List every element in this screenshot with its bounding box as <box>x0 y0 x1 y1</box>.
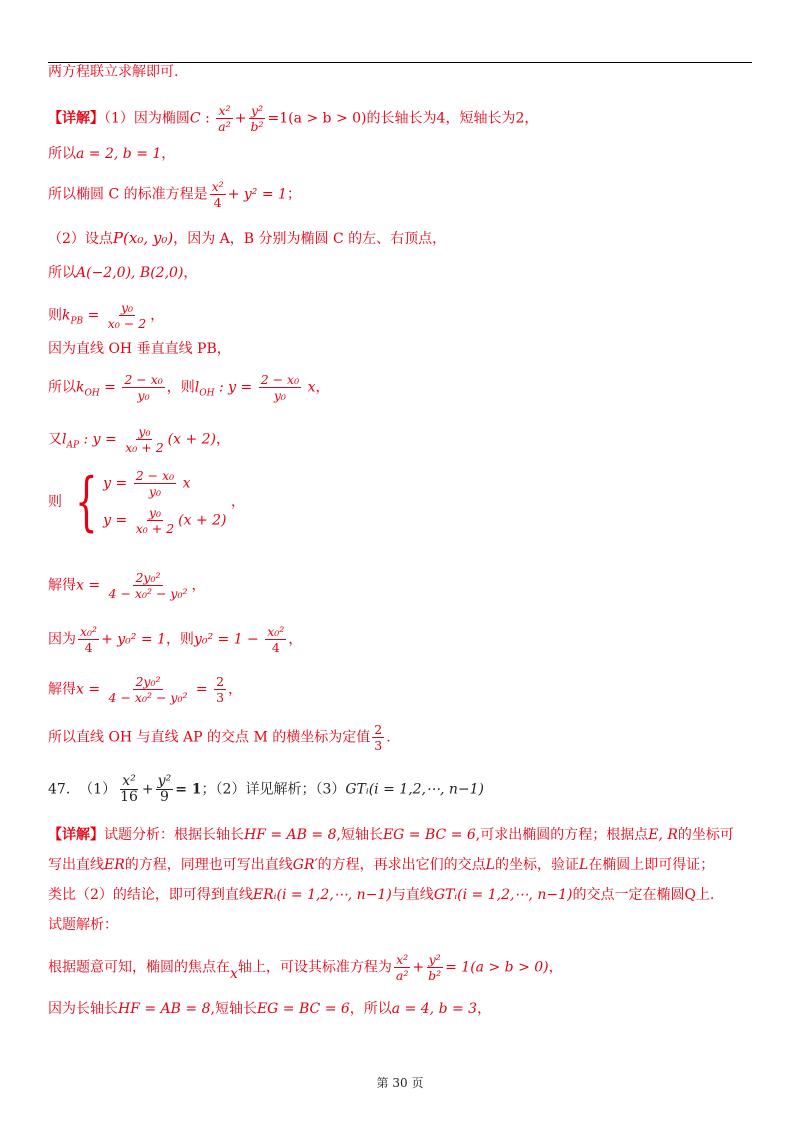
s46-line-12: 因为 $\frac{\text{x₀²}}{4}$ + y₀² = 1，则y₀² = 1 − $\frac{\text{x₀²}}{4}$ ， <box>48 624 303 655</box>
detail-tag: 【详解】 <box>48 827 104 843</box>
fraction: $\frac{2}{3}$ <box>216 674 225 705</box>
s46-line-6: 则$k_{PB}$ = $\frac{\text{y₀}}{\text{x₀ − 2}}$ ， <box>48 300 165 331</box>
s46-line-7: 因为直线 OH 垂直直线 PB， <box>48 341 231 357</box>
s47-para-4: 试题解析： <box>48 917 118 933</box>
fraction: $\frac{\text{x²}}{4}$ <box>211 179 224 210</box>
header-rule <box>48 62 752 63</box>
fraction: $\frac{\text{x²}}{16}$ <box>120 773 138 805</box>
equation-system: { y = $\frac{\text{2 − x₀}}{\text{y₀}}$ x y = $\frac{\text{y₀}}{\text{x₀ + 2}}$ (x + 2) <box>75 465 227 539</box>
continuation-text: 两方程联立求解即可. <box>48 64 179 80</box>
continuation-line <box>48 63 178 81</box>
s46-line-4: （2）设点P(x₀, y₀)，因为 A，B 分别为椭圆 C 的左、右顶点， <box>48 229 447 247</box>
s47-para-2: 写出直线ER的方程，同理也可写出直线GR′的方程，再求出它们的交点L的坐标，验证L在椭圆上即可得证； <box>48 857 715 873</box>
s47-para-5: 根据题意可知，椭圆的焦点在x轴上，可设其标准方程为 $\frac{\text{x²}}{\text{a²}}$ + $\frac{\text{y²}}{\text{b²}}$ = 1(a > b > 0)， <box>48 952 563 983</box>
fraction: $\frac{\text{2y₀²}}{\text{4 − x₀² − y₀²}}$ <box>108 570 188 601</box>
fraction: $\frac{\text{y₀}}{\text{x₀ + 2}}$ <box>125 424 164 455</box>
s46-line-10: 则 { y = $\frac{\text{2 − x₀}}{\text{y₀}}$ x y = $\frac{\text{y₀}}{\text{x₀ + 2}}$ (x + 2) ， <box>48 465 245 539</box>
page-number: 第 30 页 <box>376 1076 424 1090</box>
fraction: $\frac{\text{y₀}}{\text{x₀ − 2}}$ <box>107 300 147 331</box>
fraction: $\frac{2}{3}$ <box>374 722 383 753</box>
s46-line-14: 所以直线 OH 与直线 AP 的交点 M 的横坐标为定值 $\frac{2}{3}$ . <box>48 722 391 753</box>
s46-line-11: 解得x = $\frac{\text{2y₀²}}{\text{4 − x₀² − y₀²}}$ ， <box>48 570 206 601</box>
s46-line-3: 所以椭圆 C 的标准方程是 $\frac{\text{x²}}{4}$ + y² = 1； <box>48 179 301 210</box>
s46-line-1: 【详解】（1）因为椭圆C : $\frac{\text{x²}}{\text{a²}}$ + $\frac{\text{y²}}{\text{b²}}$ =1(a > b > 0)的长轴长为4，短轴长为2， <box>48 103 539 134</box>
fraction: $\frac{\text{x²}}{\text{a²}}$ <box>218 103 231 134</box>
s46-line-5: 所以A(−2,0), B(2,0)， <box>48 265 198 281</box>
s47-para-3: 类比（2）的结论，即可得到直线ERᵢ(i = 1,2,⋯, n−1)与直线GTᵢ(i = 1,2,⋯, n−1)的交点一定在椭圆Q上. <box>48 887 715 903</box>
fraction: $\frac{\text{2 − x₀}}{\text{y₀}}$ <box>260 372 300 403</box>
fraction: $\frac{\text{x²}}{\text{a²}}$ <box>395 952 409 983</box>
fraction: $\frac{\text{x₀²}}{4}$ <box>80 624 98 655</box>
fraction: $\frac{\text{y²}}{9}$ <box>157 773 172 805</box>
s46-line-9: 又$l_{AP}$ : y = $\frac{\text{y₀}}{\text{x₀ + 2}}$ (x + 2)， <box>48 424 231 455</box>
s46-line-2: 所以a = 2, b = 1， <box>48 146 176 162</box>
detail-tag: 【详解】 <box>48 110 104 127</box>
s47-answer-line: 47. （1） $\frac{\text{x²}}{16}$ + $\frac{\text{y²}}{9}$ = 1；（2）详见解析；（3）GTᵢ(i = 1,2,⋯, n−1) <box>48 773 485 805</box>
left-brace-icon: { <box>75 465 99 539</box>
s46-line-8: 所以$k_{OH}$ = $\frac{\text{2 − x₀}}{\text{y₀}}$ ，则$l_{OH}$ : y = $\frac{\text{2 − x₀}}{\text{y₀}}$ x， <box>48 372 330 403</box>
fraction: $\frac{\text{y²}}{\text{b²}}$ <box>250 103 264 134</box>
s46-line-13: 解得x = $\frac{\text{2y₀²}}{\text{4 − x₀² − y₀²}}$ = $\frac{2}{3}$ ， <box>48 674 243 705</box>
fraction: $\frac{\text{2y₀²}}{\text{4 − x₀² − y₀²}}$ <box>108 674 188 705</box>
fraction: $\frac{\text{x₀²}}{4}$ <box>267 624 285 655</box>
fraction: $\frac{\text{y²}}{\text{b²}}$ <box>428 952 442 983</box>
s47-para-6: 因为长轴长HF = AB = 8,短轴长EG = BC = 6，所以a = 4, b = 3， <box>48 1001 492 1017</box>
fraction: $\frac{\text{2 − x₀}}{\text{y₀}}$ <box>124 372 163 403</box>
s47-para-1: 【详解】试题分析：根据长轴长HF = AB = 8,短轴长EG = BC = 6,可求出椭圆的方程；根据点E, R的坐标可 <box>48 827 734 843</box>
